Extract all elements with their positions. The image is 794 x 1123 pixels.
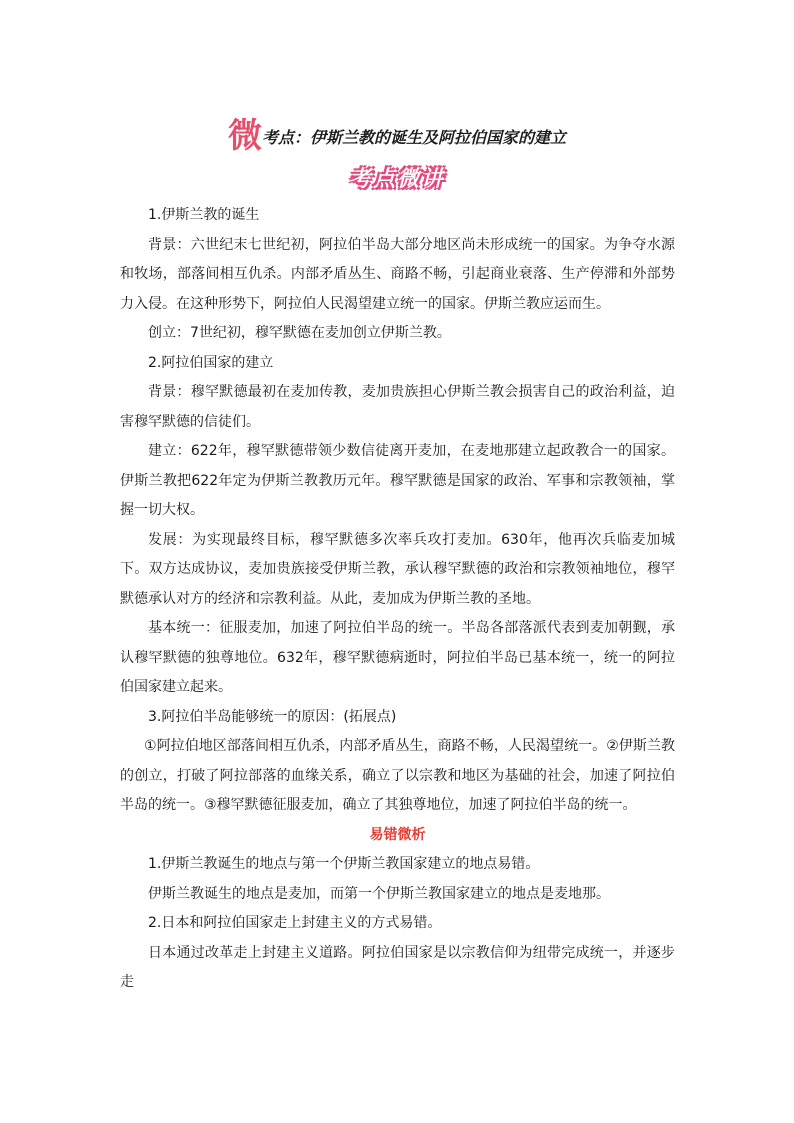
error-text-1: 伊斯兰教诞生的地点是麦加，而第一个伊斯兰教国家建立的地点是麦地那。 xyxy=(148,885,610,902)
page-header xyxy=(0,108,794,157)
error-heading-1: 1.伊斯兰教诞生的地点与第一个伊斯兰教国家建立的地点易错。 xyxy=(148,856,540,872)
paragraph-s2-unify: 基本统一：征服麦加，加速了阿拉伯半岛的统一。半岛各部落派代表到麦加朝觐，承认穆罕默德的独尊地位。632年，穆罕默德病逝时，阿拉伯半岛已基本统一，统一的阿拉伯国家建立起来。 xyxy=(120,620,675,695)
error-analysis-heading: 易错微析 xyxy=(369,826,426,843)
section-heading-2: 2.阿拉伯国家的建立 xyxy=(148,354,274,371)
paragraph-s1-founding: 创立：7世纪初，穆罕默德在麦加创立伊斯兰教。 xyxy=(148,325,451,341)
section-heading-1: 1.伊斯兰教的诞生 xyxy=(148,207,260,223)
paragraph-s2-background: 背景：穆罕默德最初在麦加传教，麦加贵族担心伊斯兰教会损害自己的政治利益，迫害穆罕默德的信徒们。 xyxy=(120,384,675,430)
document-body xyxy=(120,201,675,998)
section-heading-3: 3.阿拉伯半岛能够统一的原因：(拓展点) xyxy=(148,708,397,725)
page-title: 考点：伊斯兰教的诞生及阿拉伯国家的建立 xyxy=(261,128,566,147)
error-heading-2: 2.日本和阿拉伯国家走上封建主义的方式易错。 xyxy=(148,915,442,931)
paragraph-s2-establish: 建立：622年，穆罕默德带领少数信徒离开麦加，在麦地那建立起政教合一的国家。伊斯兰教把622年定为伊斯兰教教历元年。穆罕默德是国家的政治、军事和宗教领袖，掌握一切大权。 xyxy=(120,443,675,518)
paragraph-s3-reasons: ①阿拉伯地区部落间相互仇杀，内部矛盾丛生，商路不畅，人民渴望统一。②伊斯兰教的创立，打破了阿拉部落的血缘关系，确立了以宗教和地区为基础的社会，加速了阿拉伯半岛的统一。③穆罕默德征服麦加，确立了其独尊地位，加速了阿拉伯半岛的统一。 xyxy=(120,738,675,813)
paragraph-s1-background: 背景：六世纪末七世纪初，阿拉伯半岛大部分地区尚未形成统一的国家。为争夺水源和牧场，部落间相互仇杀。内部矛盾丛生、商路不畅，引起商业衰落、生产停滞和外部势力入侵。在这种形势下，阿拉伯人民渴望建立统一的国家。伊斯兰教应运而生。 xyxy=(120,236,675,312)
paragraph-s2-develop: 发展：为实现最终目标，穆罕默德多次率兵攻打麦加。630年，他再次兵临麦加城下。双方达成协议，麦加贵族接受伊斯兰教，承认穆罕默德的政治和宗教领袖地位，穆罕默德承认对方的经济和宗教利益。从此，麦加成为伊斯兰教的圣地。 xyxy=(120,531,675,607)
micro-badge: 微 xyxy=(227,116,262,156)
section-banner: 考点微讲 xyxy=(348,166,445,192)
error-text-2: 日本通过改革走上封建主义道路。阿拉伯国家是以宗教信仰为纽带完成统一，并逐步走 xyxy=(120,944,675,990)
